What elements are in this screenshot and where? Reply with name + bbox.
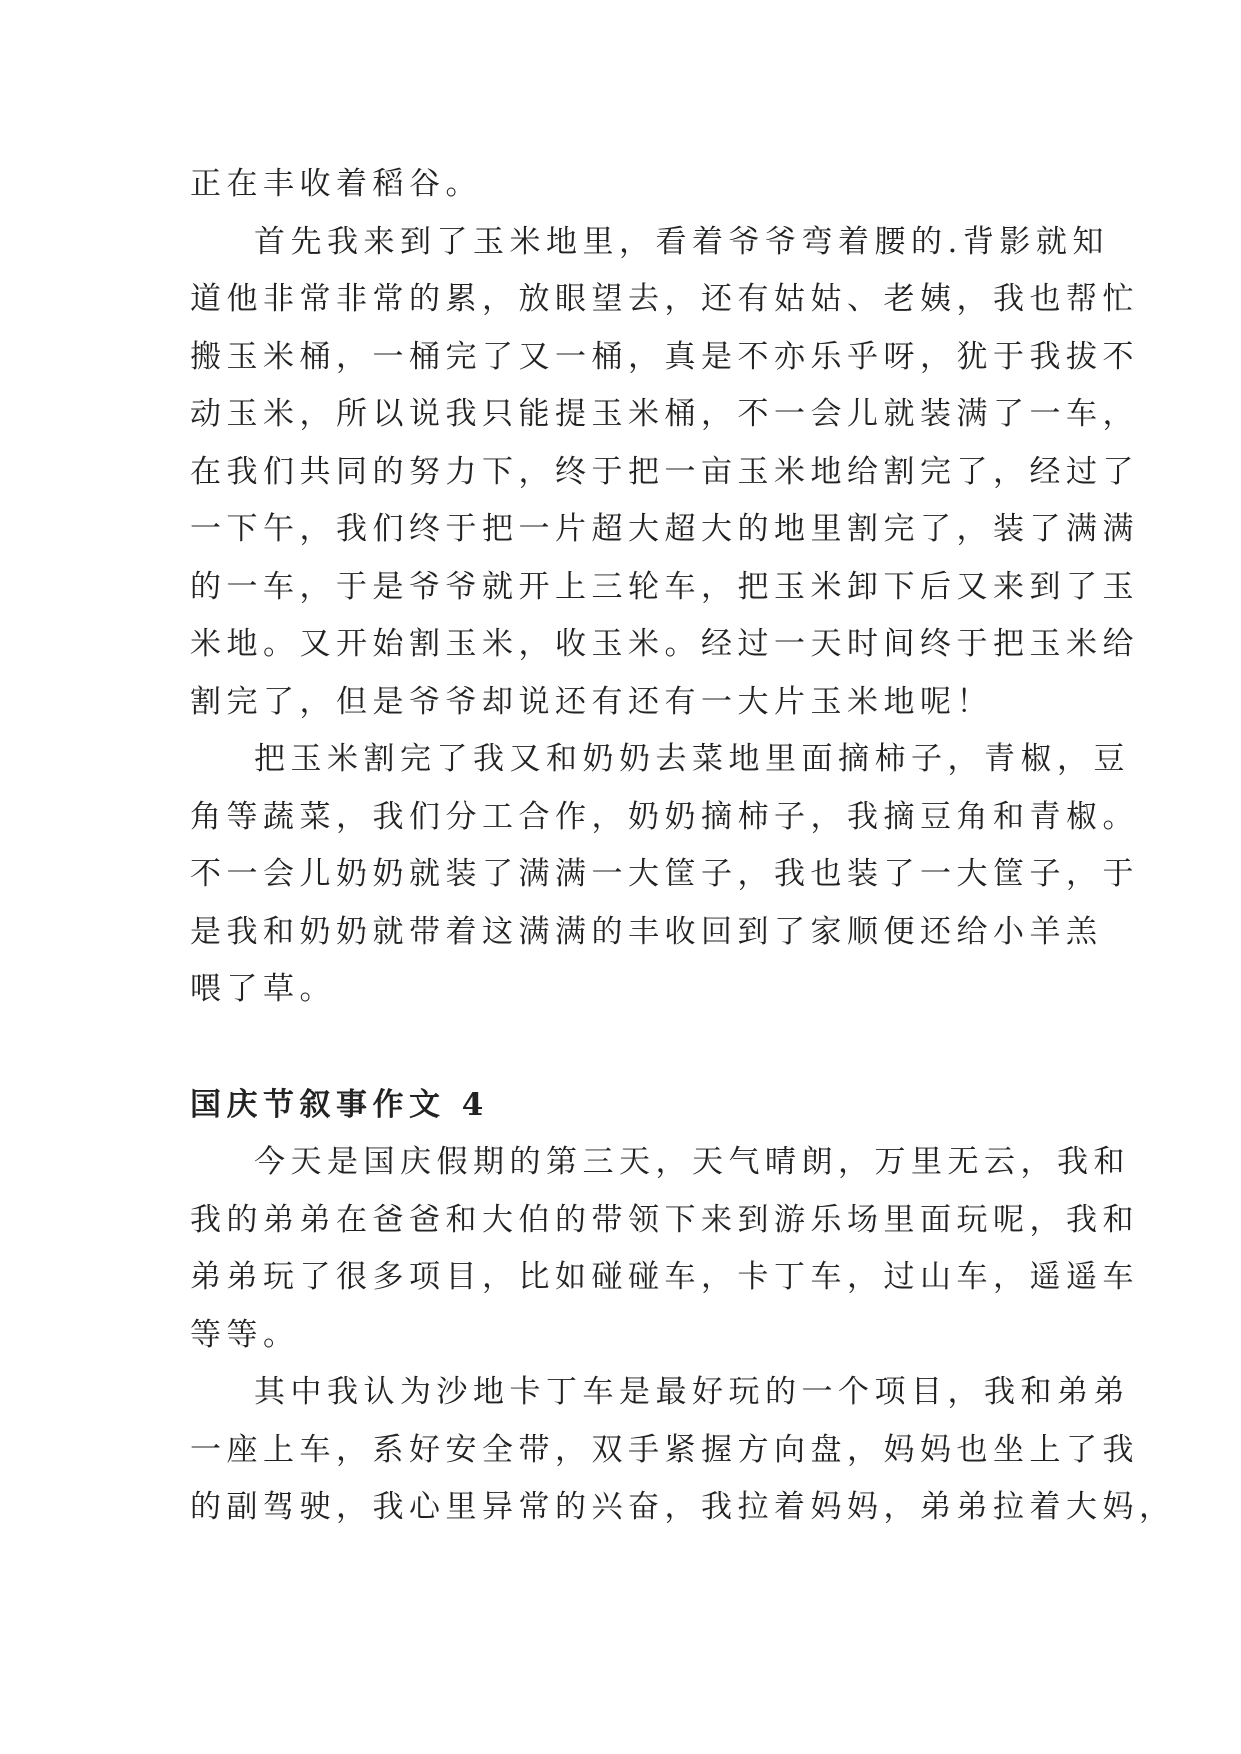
text-line: 的副驾驶，我心里异常的兴奋，我拉着妈妈，弟弟拉着大妈，	[190, 1489, 1176, 1525]
text-line: 正在丰收着稻谷。	[190, 166, 482, 202]
text-line: 角等蔬菜，我们分工合作，奶奶摘柿子，我摘豆角和青椒。	[190, 798, 1139, 835]
text-line: 今天是国庆假期的第三天，天气晴朗，万里无云，我和	[254, 1144, 1130, 1180]
text-line: 是我和奶奶就带着这满满的丰收回到了家顺便还给小羊羔	[190, 913, 1103, 950]
text-line: 米地。又开始割玉米，收玉米。经过一天时间终于把玉米给	[190, 626, 1139, 662]
text-line: 弟弟玩了很多项目，比如碰碰车，卡丁车，过山车，遥遥车	[190, 1259, 1139, 1295]
text-line: 割完了，但是爷爷却说还有还有一大片玉米地呢！	[190, 683, 993, 720]
text-line: 的一车，于是爷爷就开上三轮车，把玉米卸下后又来到了玉	[190, 568, 1139, 605]
section-title: 国庆节叙事作文 4	[190, 1086, 489, 1123]
paragraph-1	[190, 156, 1050, 214]
text-line: 其中我认为沙地卡丁车是最好玩的一个项目，我和弟弟	[254, 1374, 1130, 1410]
text-line: 把玉米割完了我又和奶奶去菜地里面摘柿子，青椒，豆	[254, 741, 1130, 777]
text-line: 喂了草。	[190, 971, 336, 1007]
paragraph-3	[190, 731, 1139, 1019]
document-body	[190, 156, 1176, 1537]
text-line: 道他非常非常的累，放眼望去，还有姑姑、老姨，我也帮忙	[190, 281, 1139, 317]
section-spacer	[190, 1019, 1050, 1077]
text-line: 我的弟弟在爸爸和大伯的带领下来到游乐场里面玩呢，我和	[190, 1201, 1139, 1238]
paragraph-2	[190, 214, 1139, 732]
text-line: 一座上车，系好安全带，双手紧握方向盘，妈妈也坐上了我	[190, 1431, 1139, 1468]
text-line: 一下午，我们终于把一片超大超大的地里割完了，装了满满	[190, 511, 1139, 547]
paragraph-5	[190, 1364, 1176, 1537]
text-line: 搬玉米桶，一桶完了又一桶，真是不亦乐乎呀，犹于我拔不	[190, 338, 1139, 375]
text-line: 首先我来到了玉米地里，看着爷爷弯着腰的.背影就知	[254, 223, 1109, 260]
text-line: 不一会儿奶奶就装了满满一大筐子，我也装了一大筐子，于	[190, 856, 1139, 892]
text-line: 在我们共同的努力下，终于把一亩玉米地给割完了，经过了	[190, 453, 1139, 490]
text-line: 动玉米，所以说我只能提玉米桶，不一会儿就装满了一车，	[190, 396, 1139, 432]
text-line: 等等。	[190, 1316, 300, 1353]
paragraph-4	[190, 1134, 1139, 1364]
